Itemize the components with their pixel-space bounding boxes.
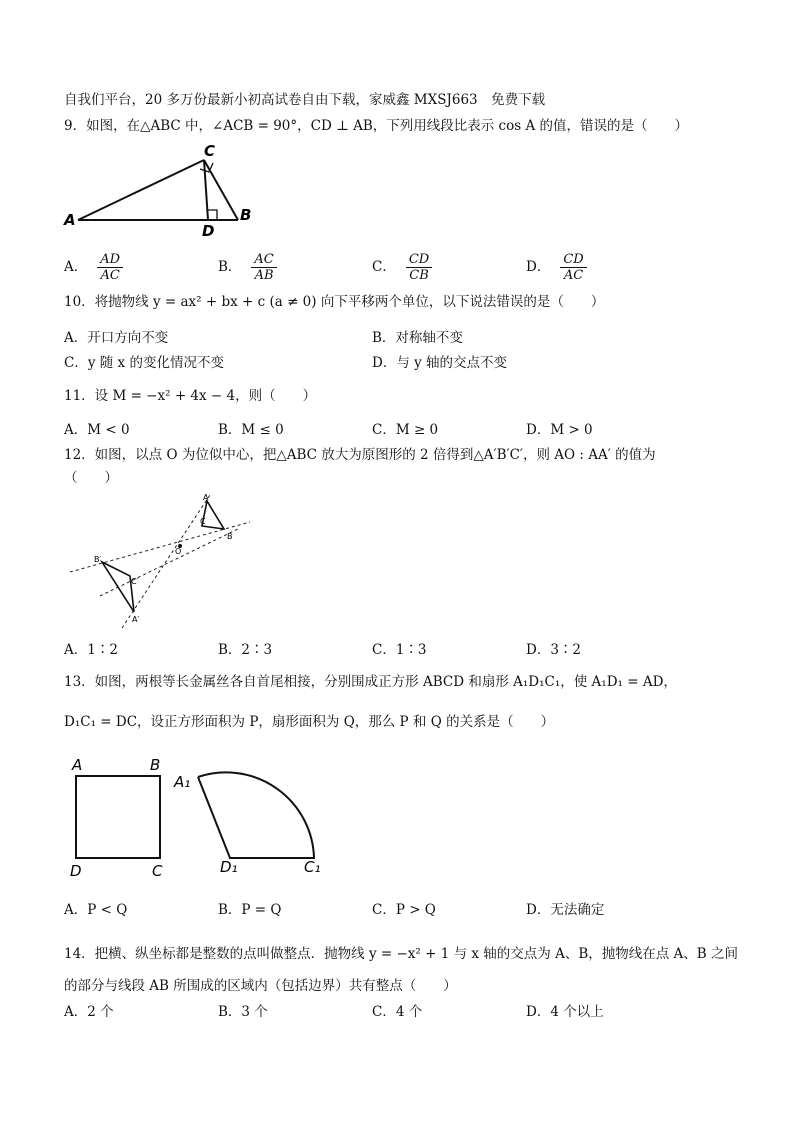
q9-label-d: D bbox=[202, 222, 215, 240]
q14-stem: 14．把横、纵坐标都是整数的点叫做整点．抛物线 y = −x² + 1 与 x 轴的交点为 A、B，抛物线在点 A、B 之间 bbox=[64, 946, 739, 962]
q11-option-b[interactable]: B．M ≤ 0 bbox=[218, 422, 284, 438]
q9-option-d[interactable]: D． $\frac{CD}{AC}$ bbox=[526, 252, 587, 283]
q12-option-c[interactable]: C．1∶3 bbox=[372, 642, 427, 658]
q13-option-a[interactable]: A．P < Q bbox=[64, 902, 128, 918]
q12-label-a: A bbox=[203, 493, 209, 502]
q10-stem: 10．将抛物线 y = ax² + bx + c (a ≠ 0) 向下平移两个单位，以下说法错误的是（ ） bbox=[64, 294, 605, 310]
q9-segment-cb bbox=[204, 160, 238, 220]
q12-label-c2: C′ bbox=[131, 577, 139, 586]
q9-label-a: A bbox=[64, 211, 76, 229]
q13-square-abcd bbox=[76, 776, 160, 858]
q12-label-c: C bbox=[200, 517, 206, 526]
page-header: 自我们平台，20 多万份最新小初高试卷自由下载，家威鑫 MXSJ663 免费下载 bbox=[64, 92, 546, 108]
q13-label-a1: A₁ bbox=[174, 773, 191, 791]
q9-option-b[interactable]: B． $\frac{AC}{AB}$ bbox=[218, 252, 277, 283]
q13-figure bbox=[60, 750, 350, 885]
q12-stem: 12．如图，以点 O 为位似中心，把△ABC 放大为原图形的 2 倍得到△A′B′C′，则 AO : AA′ 的值为 bbox=[64, 447, 656, 463]
q11-option-a[interactable]: A．M < 0 bbox=[64, 422, 130, 438]
q13-label-c: C bbox=[152, 862, 163, 880]
q13-label-d: D bbox=[70, 862, 82, 880]
q13-option-c[interactable]: C．P > Q bbox=[372, 902, 436, 918]
q14-option-b[interactable]: B．3 个 bbox=[218, 1004, 268, 1020]
q9-segment-ac bbox=[78, 160, 204, 220]
q9-segment-cd bbox=[204, 160, 208, 220]
q11-option-d[interactable]: D．M > 0 bbox=[526, 422, 593, 438]
q14-stem-2: 的部分与线段 AB 所围成的区域内（包括边界）共有整点（ ） bbox=[64, 978, 457, 994]
q13-label-b: B bbox=[150, 756, 161, 774]
q13-stem: 13．如图，两根等长金属丝各自首尾相接，分别围成正方形 ABCD 和扇形 A₁D₁C₁，使 A₁D₁ = AD， bbox=[64, 674, 677, 690]
q9-label-b: B bbox=[240, 206, 252, 224]
q13-label-a: A bbox=[72, 756, 83, 774]
q10-option-a[interactable]: A．开口方向不变 bbox=[64, 330, 169, 346]
q9-option-a[interactable]: A． $\frac{AD}{AC}$ bbox=[64, 252, 123, 283]
q9-stem: 9．如图，在△ABC 中，∠ACB = 90°，CD ⊥ AB，下列用线段比表示 cos A 的值，错误的是（ ） bbox=[64, 118, 688, 134]
q9-option-c[interactable]: C． $\frac{CD}{CB}$ bbox=[372, 252, 432, 283]
q12-label-a2: A′ bbox=[132, 615, 140, 624]
q12-option-d[interactable]: D．3∶2 bbox=[526, 642, 582, 658]
q12-option-a[interactable]: A．1∶2 bbox=[64, 642, 118, 658]
q14-option-a[interactable]: A．2 个 bbox=[64, 1004, 114, 1020]
q12-label-o: O bbox=[175, 547, 182, 556]
q10-option-b[interactable]: B．对称轴不变 bbox=[372, 330, 463, 346]
q14-option-c[interactable]: C．4 个 bbox=[372, 1004, 423, 1020]
q13-stem-2: D₁C₁ = DC，设正方形面积为 P，扇形面积为 Q，那么 P 和 Q 的关系是（ ） bbox=[64, 714, 555, 730]
q13-label-c1: C₁ bbox=[304, 858, 321, 876]
q13-sector-a1d1c1 bbox=[198, 772, 314, 858]
q9-figure bbox=[60, 140, 260, 240]
q12-option-b[interactable]: B．2∶3 bbox=[218, 642, 273, 658]
q10-option-c[interactable]: C．y 随 x 的变化情况不变 bbox=[64, 355, 224, 371]
q14-option-d[interactable]: D．4 个以上 bbox=[526, 1004, 604, 1020]
q12-figure bbox=[60, 490, 260, 635]
q11-option-c[interactable]: C．M ≥ 0 bbox=[372, 422, 439, 438]
q13-label-d1: D₁ bbox=[220, 858, 238, 876]
q12-stem-paren: （ ） bbox=[64, 470, 118, 486]
q12-triangle-a2b2c2 bbox=[102, 562, 134, 612]
q11-stem: 11．设 M = −x² + 4x − 4，则（ ） bbox=[64, 388, 317, 404]
q13-option-b[interactable]: B．P = Q bbox=[218, 902, 282, 918]
q9-label-c: C bbox=[204, 142, 216, 160]
q12-label-b2: B′ bbox=[94, 555, 102, 564]
q13-option-d[interactable]: D．无法确定 bbox=[526, 902, 605, 918]
q12-label-b: B bbox=[227, 532, 233, 541]
q10-option-d[interactable]: D．与 y 轴的交点不变 bbox=[372, 355, 508, 371]
